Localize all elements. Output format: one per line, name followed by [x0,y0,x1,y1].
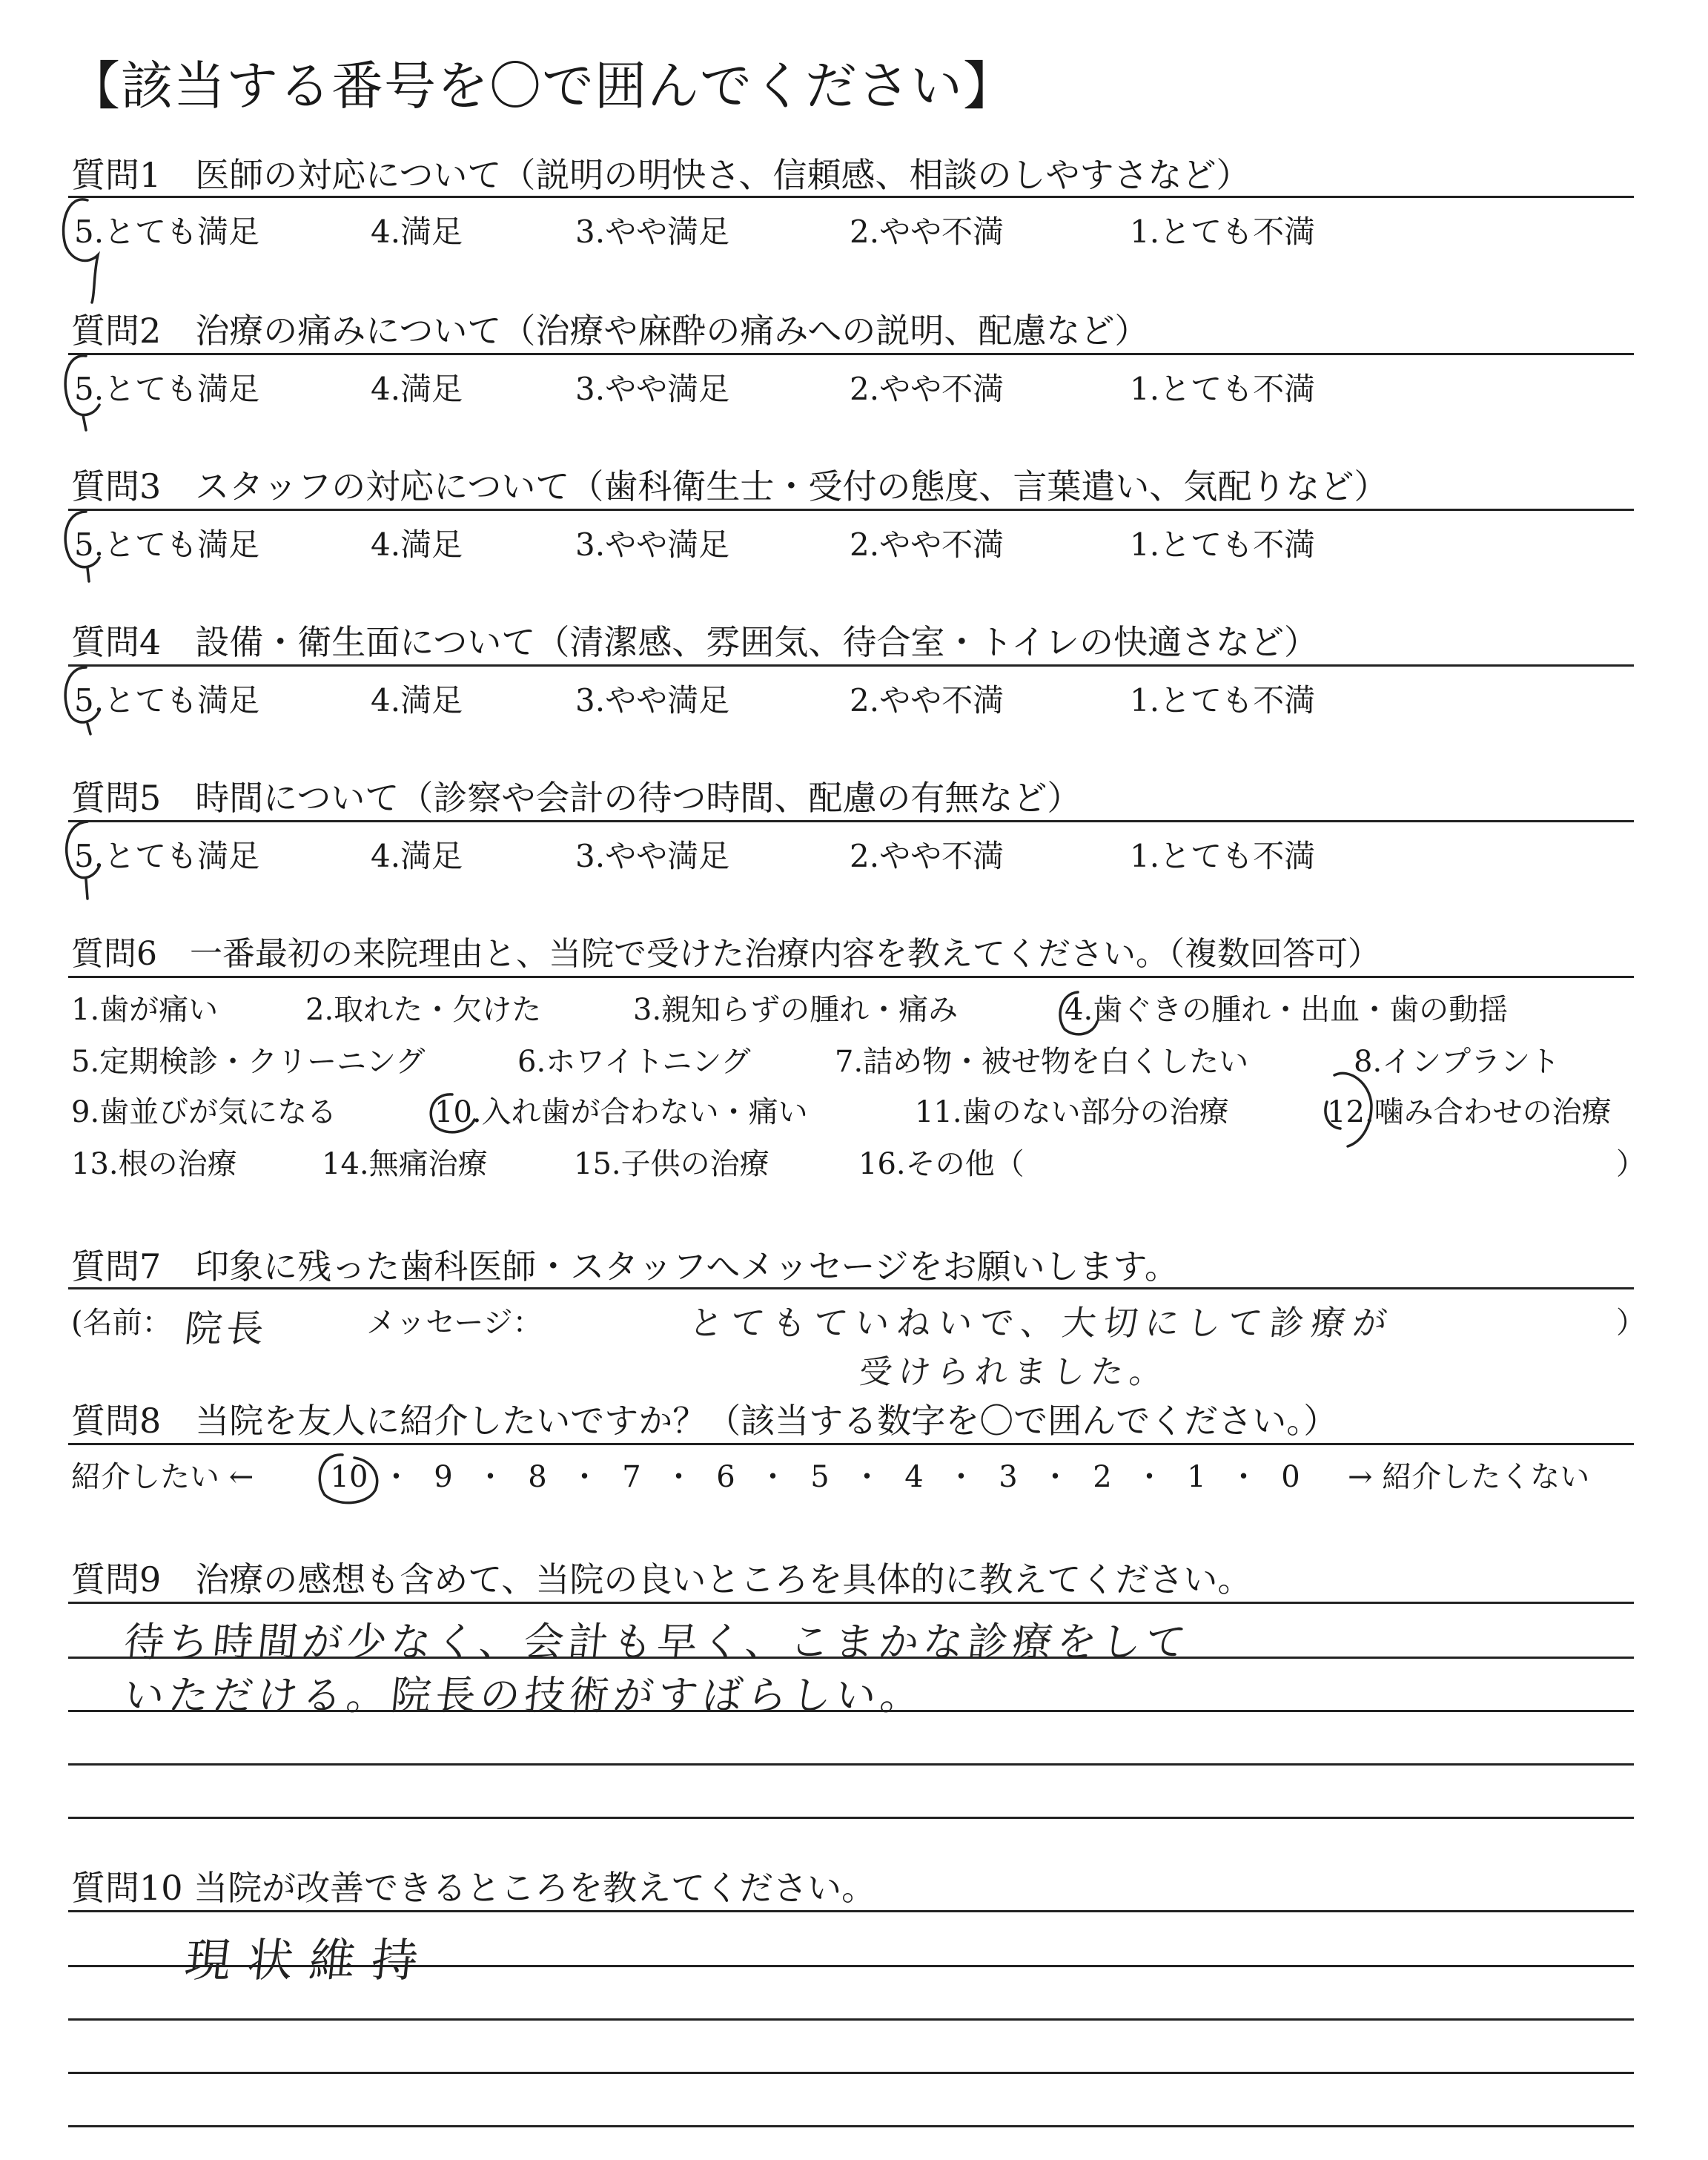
q5-option-2[interactable]: 2.やや不満 [850,838,1004,874]
q6-option-3[interactable]: 3.親知らずの腫れ・痛み [633,993,959,1027]
question-6-label: 質問6 一番最初の来院理由と、当院で受けた治療内容を教えてください。（複数回答可） [71,935,1380,973]
q3-option-5[interactable]: 5.とても満足 [74,526,260,563]
rule [68,509,1634,511]
q8-scale-separator: ・ [663,1460,694,1494]
q6-option-2[interactable]: 2.取れた・欠けた [305,993,542,1027]
q8-scale-separator: ・ [1040,1460,1070,1494]
q10-answer: 現状維持 [182,1933,437,1987]
rule [68,1710,1634,1712]
q8-scale-8[interactable]: 8 [528,1460,547,1494]
q7-message-line2: 受けられました。 [857,1353,1171,1391]
q7-name-label: (名前： [71,1306,172,1340]
q6-option-7[interactable]: 7.詰め物・被せ物を白くしたい [835,1045,1249,1079]
q8-left-label: 紹介したい ← [71,1460,254,1494]
q3-option-2[interactable]: 2.やや不満 [850,526,1004,563]
rule [68,1763,1634,1766]
question-4-label: 質問4 設備・衛生面について（清潔感、雰囲気、待合室・トイレの快適さなど） [71,622,1319,662]
q6-option-10[interactable]: 10.入れ歯が合わない・痛い [434,1095,808,1129]
q2-option-3[interactable]: 3.やや満足 [575,371,730,407]
rule [68,1443,1634,1445]
rule [68,2072,1634,2074]
q5-option-5[interactable]: 5.とても満足 [74,838,260,874]
q7-message-label: メッセージ： [366,1306,543,1340]
q4-option-3[interactable]: 3.やや満足 [575,682,730,719]
q8-scale [328,1453,1312,1496]
rule [68,1287,1634,1289]
q9-answer-line1: 待ち時間が少なく、会計も早く、こまかな診療をして [122,1619,1193,1665]
q6-option-15[interactable]: 15.子供の治療 [574,1147,769,1181]
q7-message-line1: とてもていねいで、大切にして診療が [686,1303,1397,1343]
q6-option-13[interactable]: 13.根の治療 [71,1147,237,1181]
q6-option-9[interactable]: 9.歯並びが気になる [71,1095,337,1129]
q7-close-paren: ） [1616,1306,1646,1340]
q4-option-4[interactable]: 4.満足 [371,682,463,719]
q9-answer-line2: いただける。院長の技術がすばらしい。 [122,1672,927,1719]
q6-other-close-paren: ） [1616,1147,1646,1181]
rule [68,976,1634,978]
question-3-label: 質問3 スタッフの対応について（歯科衛生士・受付の態度、言葉遣い、気配りなど） [71,466,1388,506]
q8-scale-separator: ・ [569,1460,600,1494]
rule [68,1602,1634,1604]
q8-scale-separator: ・ [1134,1460,1165,1494]
question-8-label: 質問8 当院を友人に紹介したいですか？（該当する数字を〇で囲んでください。） [71,1401,1338,1441]
q8-scale-separator: ・ [852,1460,882,1494]
q2-option-2[interactable]: 2.やや不満 [850,371,1004,407]
q6-option-16[interactable]: 16.その他（ [858,1147,1025,1181]
rule [68,353,1634,355]
q8-scale-separator: ・ [381,1460,411,1494]
q1-option-2[interactable]: 2.やや不満 [850,214,1004,250]
q8-scale-9[interactable]: 9 [434,1460,453,1494]
rule [68,1965,1634,1967]
q2-option-1[interactable]: 1.とても不満 [1130,371,1316,407]
q6-option-4[interactable]: 4.歯ぐきの腫れ・出血・歯の動揺 [1065,993,1509,1027]
question-7-label: 質問7 印象に残った歯科医師・スタッフへメッセージをお願いします。 [71,1246,1179,1287]
q8-scale-10[interactable]: 10 [330,1460,368,1494]
q8-scale-4[interactable]: 4 [904,1460,924,1494]
q8-scale-5[interactable]: 5 [810,1460,830,1494]
q3-option-3[interactable]: 3.やや満足 [575,526,730,563]
q8-scale-separator: ・ [1228,1460,1259,1494]
q8-scale-1[interactable]: 1 [1187,1460,1206,1494]
rule [68,2018,1634,2021]
question-10-label: 質問10 当院が改善できるところを教えてください。 [71,1868,876,1908]
q8-scale-3[interactable]: 3 [999,1460,1018,1494]
q8-scale-separator: ・ [946,1460,976,1494]
q8-scale-7[interactable]: 7 [622,1460,641,1494]
q8-scale-separator: ・ [475,1460,506,1494]
rule [68,664,1634,667]
q4-option-2[interactable]: 2.やや不満 [850,682,1004,719]
rule [68,1910,1634,1912]
q2-option-4[interactable]: 4.満足 [371,371,463,407]
q8-scale-2[interactable]: 2 [1093,1460,1112,1494]
rule [68,196,1634,198]
q2-option-5[interactable]: 5.とても満足 [74,371,260,407]
q6-option-11[interactable]: 11.歯のない部分の治療 [915,1095,1229,1129]
q5-option-3[interactable]: 3.やや満足 [575,838,730,874]
q5-option-1[interactable]: 1.とても不満 [1130,838,1316,874]
q6-option-6[interactable]: 6.ホワイトニング [517,1045,751,1079]
rule [68,820,1634,822]
q7-name-handwritten: 院長 [182,1307,271,1350]
question-2-label: 質問2 治療の痛みについて（治療や麻酔の痛みへの説明、配慮など） [71,311,1149,351]
rule [68,1817,1634,1819]
form-header: 【該当する番号を〇で囲んでください】 [68,56,1016,116]
q4-option-1[interactable]: 1.とても不満 [1130,682,1316,719]
question-1-label: 質問1 医師の対応について（説明の明快さ、信頼感、相談のしやすさなど） [71,155,1251,195]
q6-option-12[interactable]: 12.噛み合わせの治療 [1327,1095,1612,1129]
q8-right-label: → 紹介したくない [1348,1460,1590,1494]
rule [68,1657,1634,1659]
q1-option-5[interactable]: 5.とても満足 [74,214,260,250]
question-5-label: 質問5 時間について（診察や会計の待つ時間、配慮の有無など） [71,778,1082,818]
q6-option-5[interactable]: 5.定期検診・クリーニング [71,1045,426,1079]
q8-scale-separator: ・ [758,1460,788,1494]
q4-option-5[interactable]: 5.とても満足 [74,682,260,719]
q8-scale-0[interactable]: 0 [1281,1460,1300,1494]
q1-option-3[interactable]: 3.やや満足 [575,214,730,250]
q3-option-4[interactable]: 4.満足 [371,526,463,563]
q3-option-1[interactable]: 1.とても不満 [1130,526,1316,563]
question-9-label: 質問9 治療の感想も含めて、当院の良いところを具体的に教えてください。 [71,1559,1252,1599]
q6-option-8[interactable]: 8.インプラント [1354,1045,1560,1079]
rule [68,2125,1634,2127]
q8-scale-6[interactable]: 6 [716,1460,735,1494]
q1-option-4[interactable]: 4.満足 [371,214,463,250]
q1-option-1[interactable]: 1.とても不満 [1130,214,1316,250]
q6-option-1[interactable]: 1.歯が痛い [71,993,219,1027]
q5-option-4[interactable]: 4.満足 [371,838,463,874]
q6-option-14[interactable]: 14.無痛治療 [322,1147,488,1181]
